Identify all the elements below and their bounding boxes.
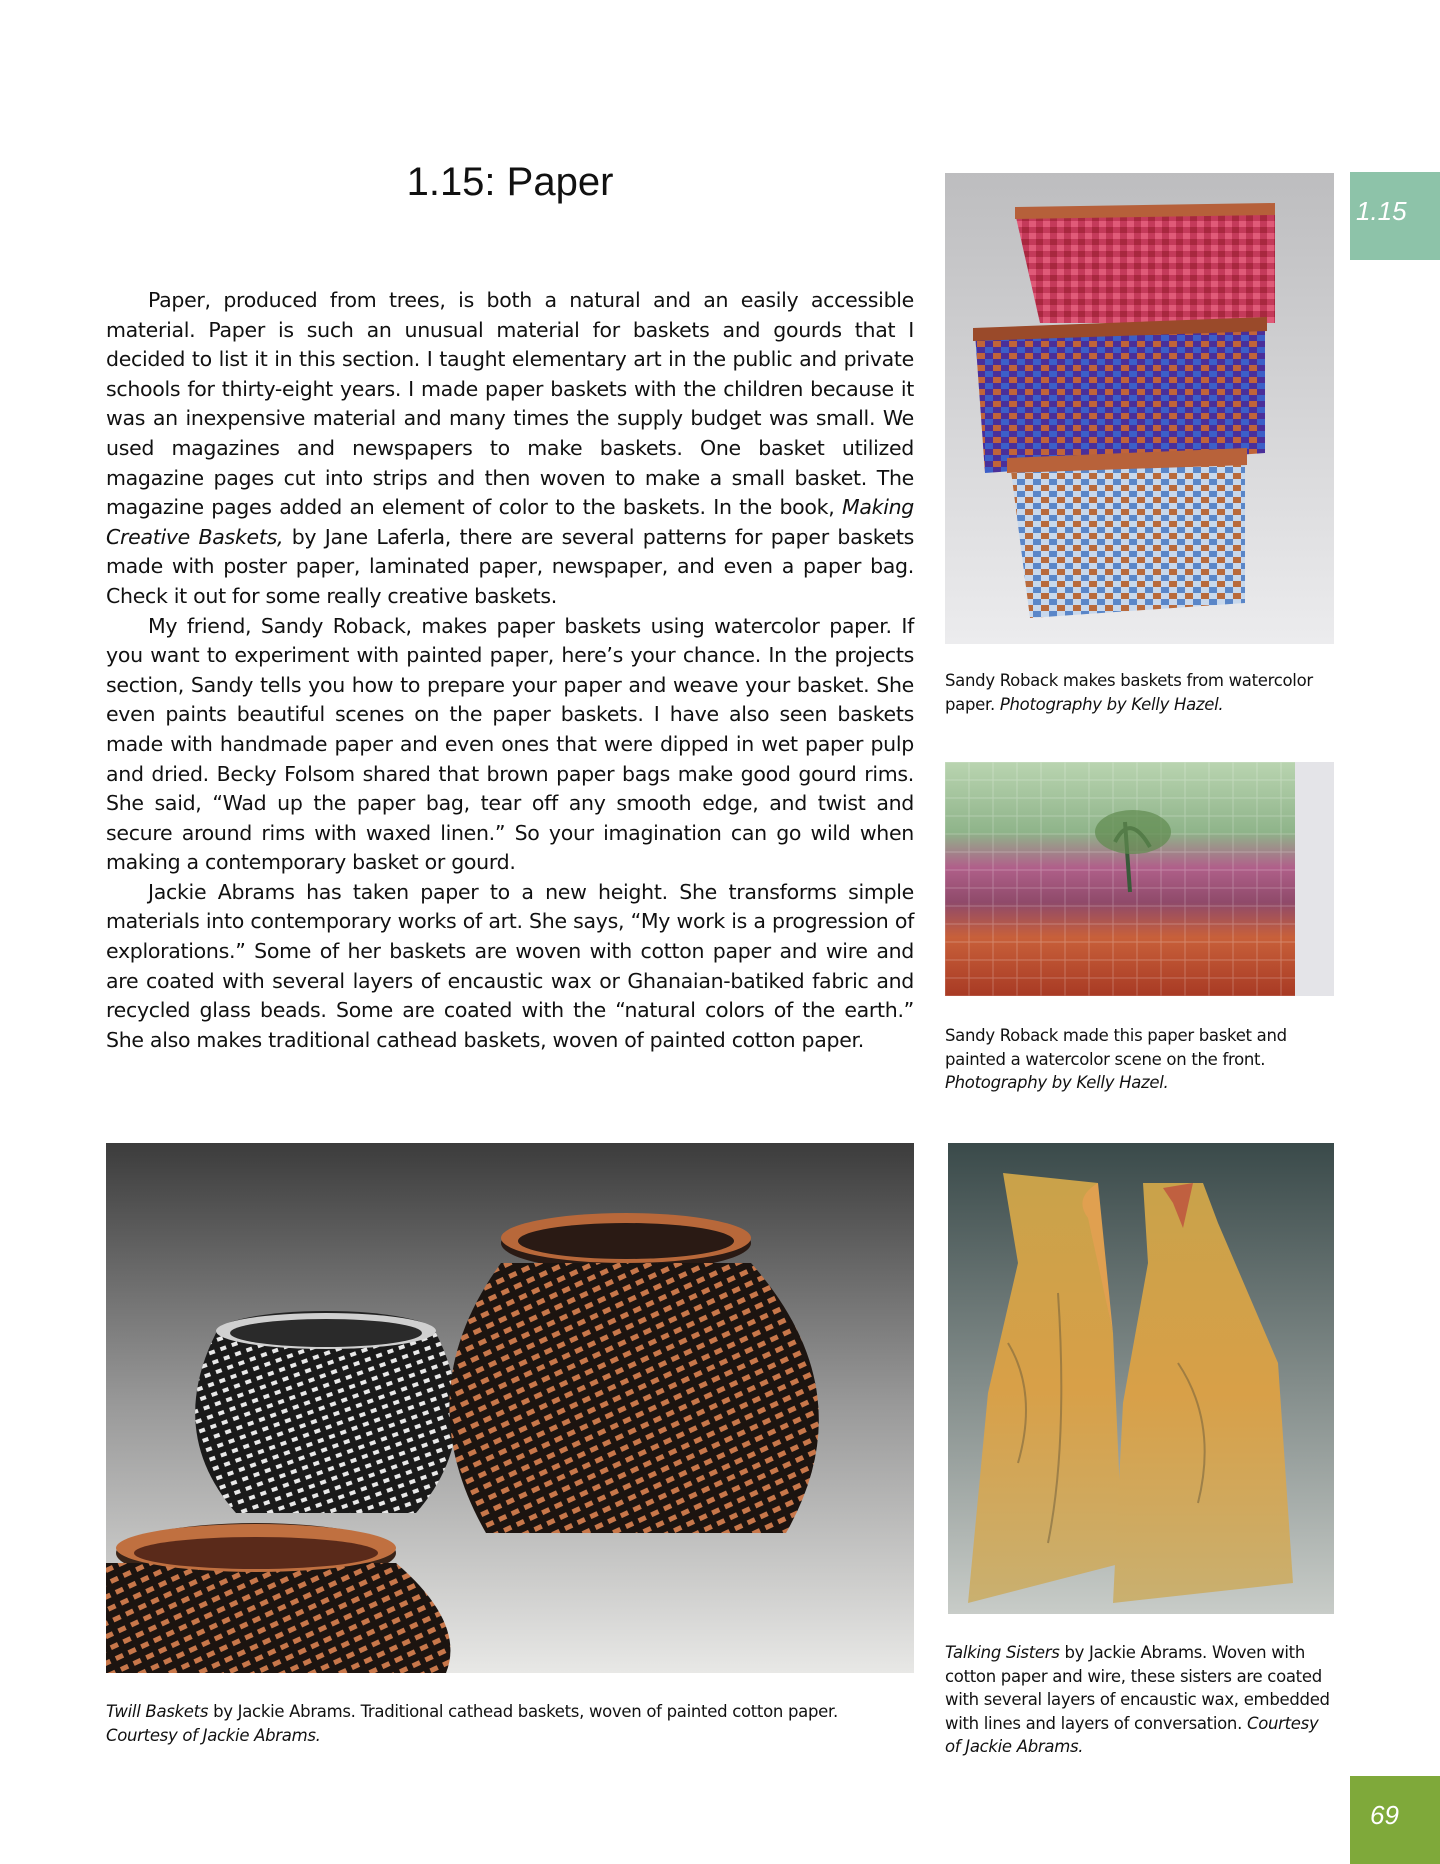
caption-twill-baskets-title: Twill Baskets <box>106 1702 209 1721</box>
section-tab <box>1350 172 1440 260</box>
caption-watercolor-basket-text: Sandy Roback made this paper basket and painted a watercolor scene on the front. <box>945 1026 1287 1069</box>
book-title: Making Creative Baskets, <box>106 495 914 549</box>
paragraph-2: My friend, Sandy Roback, makes paper baskets using watercolor paper. If you want to experiment with painted paper, here’s your chance. In the projects section, Sandy tells you how to prepare your paper and weave your basket. She even paints beautiful scenes on the paper baskets. I have also seen baskets made with handmade paper and even ones that were dipped in wet paper pulp and dried. Becky Folsom shared that brown paper bags make good gourd rims. She said, “Wad up the paper bag, tear off any smooth edge, and twist and secure around rims with waxed linen.” So your imagination can go wild when making a contemporary basket or gourd. <box>106 613 914 875</box>
section-tab-label: 1.15 <box>1356 196 1407 226</box>
page-number-tab <box>1350 1776 1440 1864</box>
stacked-baskets-photo <box>945 173 1334 644</box>
paragraph-1-part-b: by Jane Laferla, there are several patterns for paper baskets made with poster paper, laminated paper, newspaper, and even a paper bag. Check it out for some really creative baskets. <box>106 524 915 608</box>
paragraph-1-part-a: Paper, produced from trees, is both a natural and an easily accessible material. Paper is such an unusual material for baskets and gourds that I decided to list it in this section. I taught elementary art in the public and private schools for thirty-eight years. I made paper baskets with the children because it was an inexpensive material and many times the supply budget was small. We used magazines and newspapers to make baskets. One basket utilized magazine pages cut into strips and then woven to make a small basket. The magazine pages added an element of color to the baskets. In the book, <box>106 288 914 520</box>
caption-talking-sisters-title: Talking Sisters <box>945 1643 1060 1662</box>
caption-talking-sisters-credit: Courtesy of Jackie Abrams. <box>945 1713 1319 1756</box>
caption-stacked-baskets-text: Sandy Roback makes baskets from watercolor paper. <box>945 671 1313 714</box>
talking-sisters-photo <box>948 1143 1334 1614</box>
caption-talking-sisters-text: by Jackie Abrams. Woven with cotton paper and wire, these sisters are coated with several layers of encaustic wax, embedded with lines and layers of conversation. <box>945 1643 1330 1733</box>
paragraph-3: Jackie Abrams has taken paper to a new height. She transforms simple materials into contemporary works of art. She says, “My work is a progression of explorations.” Some of her baskets are woven with cotton paper and wire and are coated with several layers of encaustic wax or Ghanaian-batiked fabric and recycled glass beads. Some are coated with the “natural colors of the earth.” She also makes traditional cathead baskets, woven of painted cotton paper. <box>106 879 914 1052</box>
caption-twill-baskets <box>106 1700 926 1747</box>
twill-baskets-photo <box>106 1143 914 1673</box>
page-number: 69 <box>1370 1800 1399 1830</box>
caption-watercolor-basket <box>945 1024 1345 1095</box>
body-text <box>106 286 914 1055</box>
caption-stacked-baskets-credit: Photography by Kelly Hazel. <box>999 694 1224 714</box>
caption-twill-baskets-credit: Courtesy of Jackie Abrams. <box>106 1725 321 1745</box>
watercolor-basket-photo <box>945 762 1334 996</box>
caption-twill-baskets-text: by Jackie Abrams. Traditional cathead baskets, woven of painted cotton paper. <box>208 1702 838 1721</box>
caption-watercolor-basket-credit: Photography by Kelly Hazel. <box>945 1073 1169 1092</box>
paragraph-1 <box>106 286 914 612</box>
caption-stacked-baskets <box>945 669 1345 716</box>
page-title: 1.15: Paper <box>406 160 614 204</box>
caption-talking-sisters <box>945 1641 1335 1759</box>
